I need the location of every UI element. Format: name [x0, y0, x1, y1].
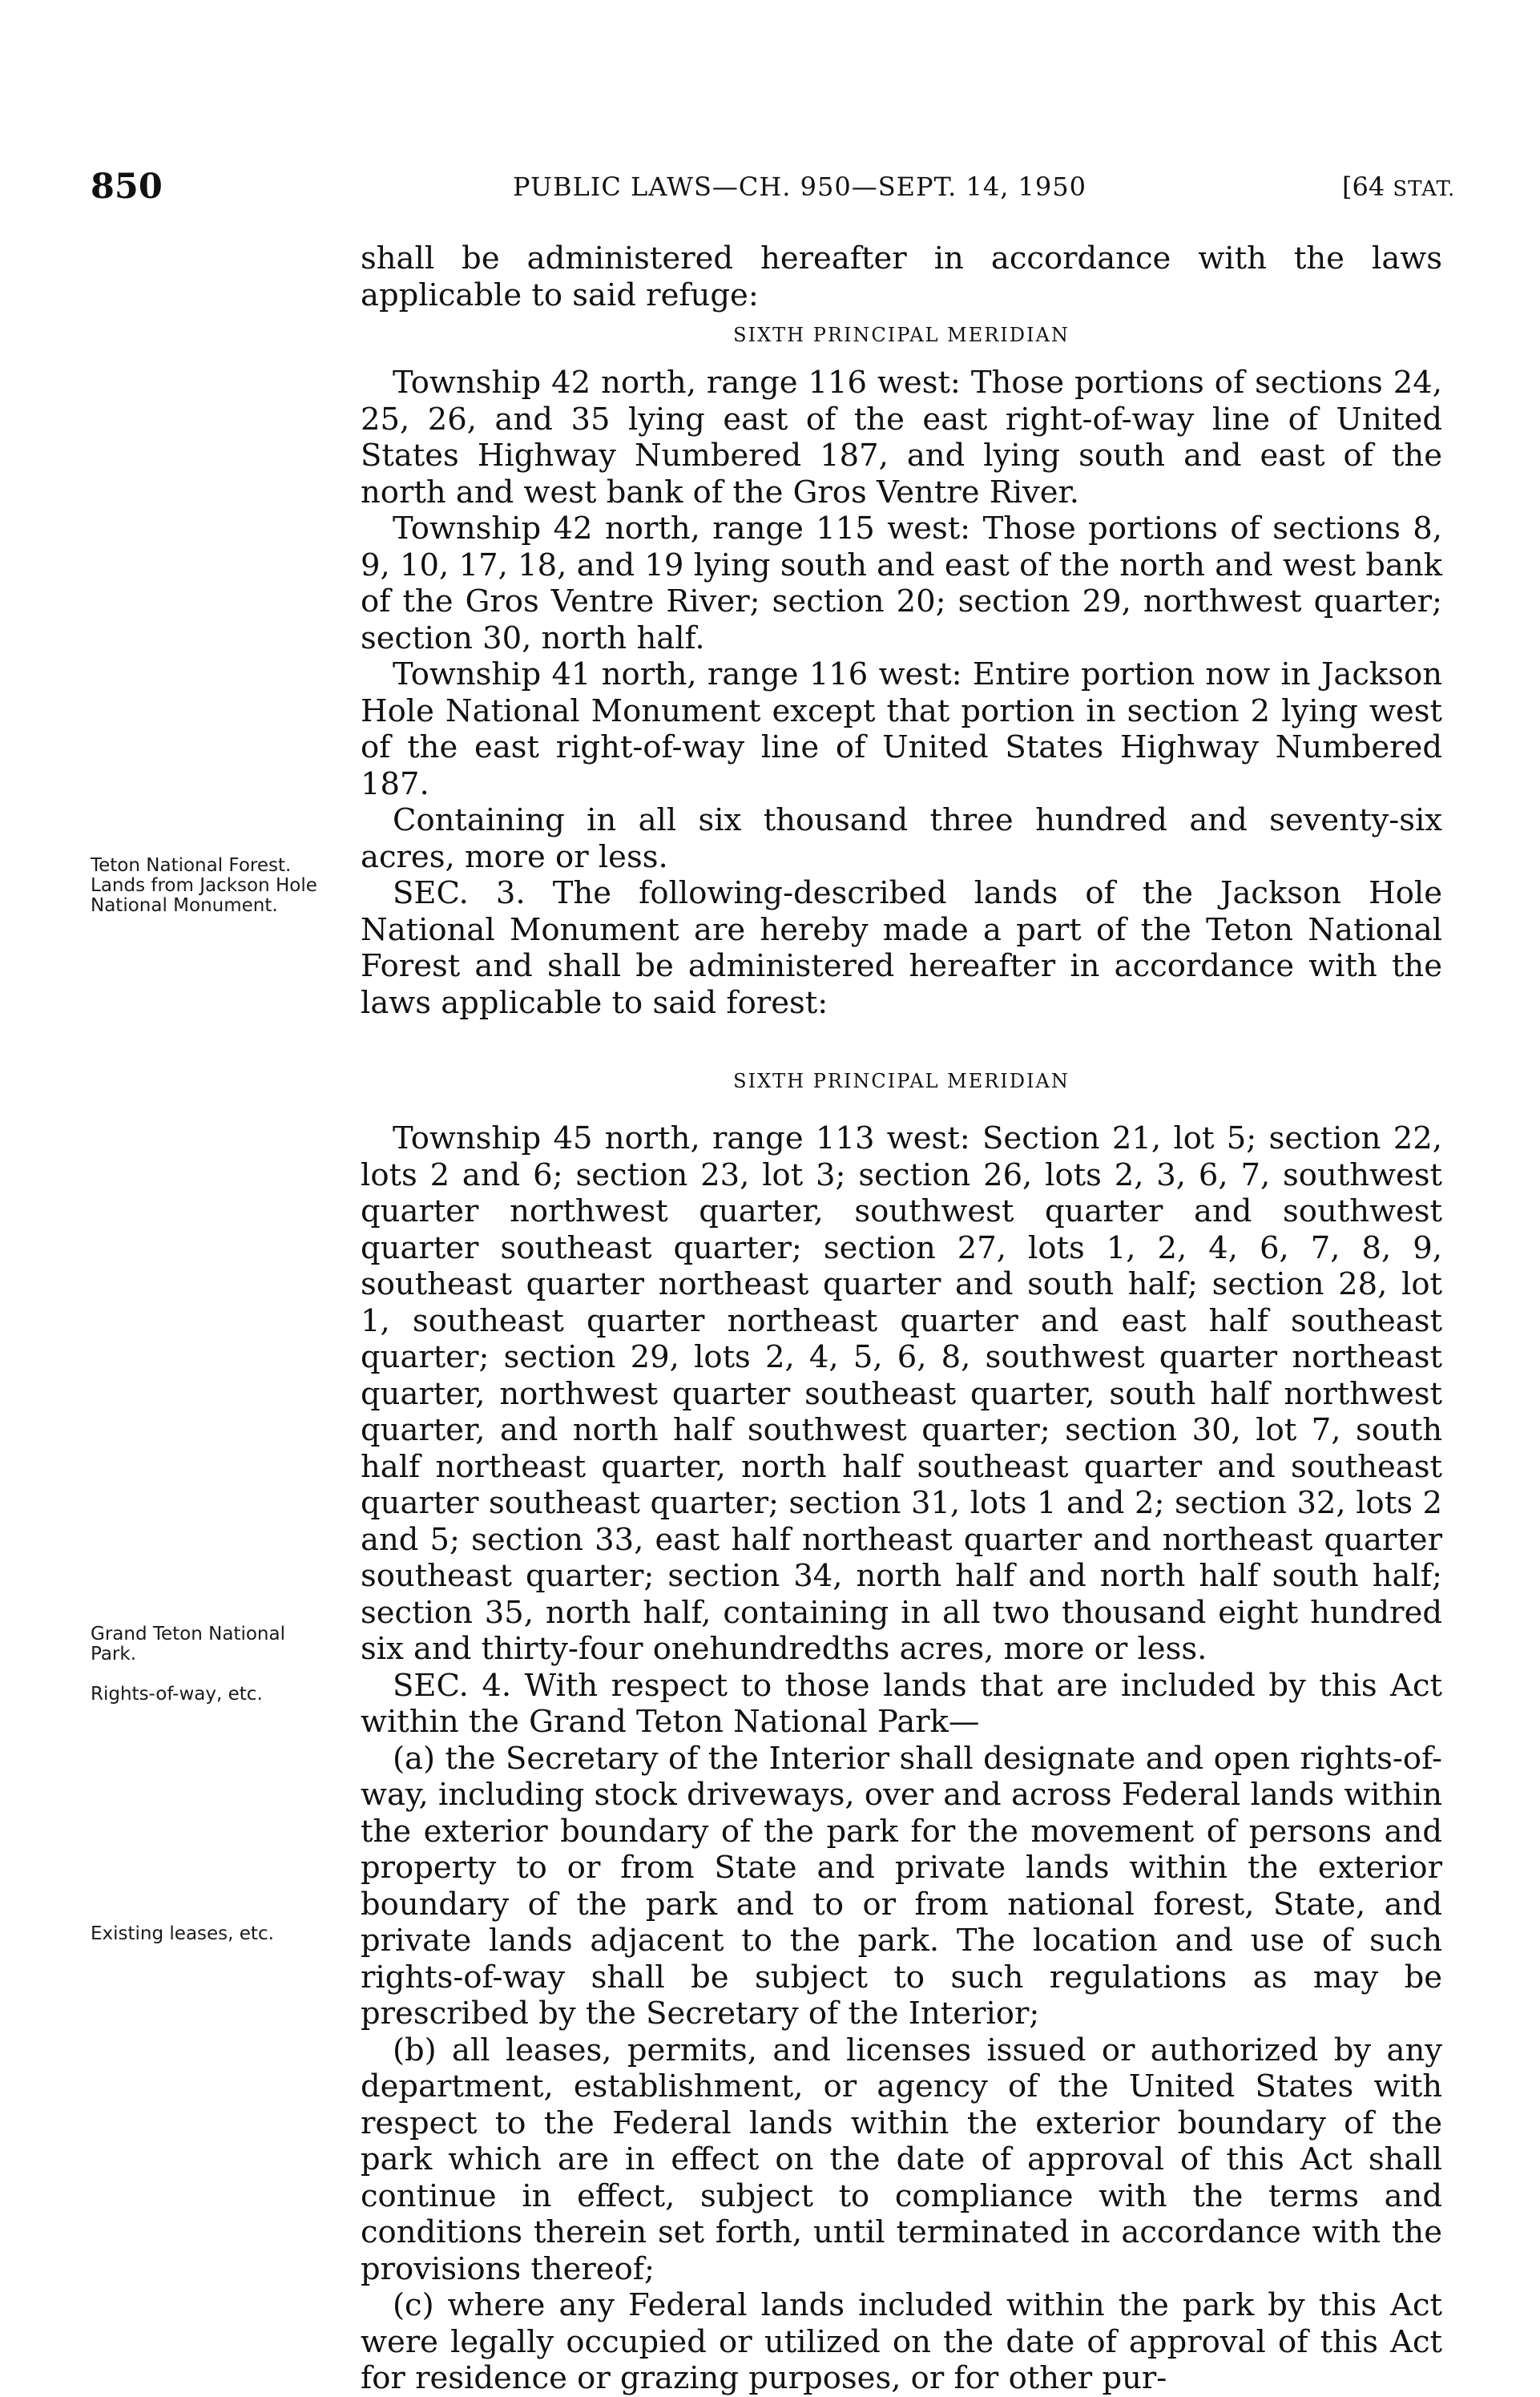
paragraph-refuge: shall be administered hereafter in accordance with the laws applicable to said refuge:: [361, 240, 1442, 313]
margin-note-grand-teton: Grand Teton National Park.: [91, 1624, 285, 1665]
statute-reference-label: STAT.: [1393, 177, 1456, 201]
paragraph-sec-4: SEC. 4. With respect to those lands that are included by this Act within the Grand Teton National Park—: [361, 1667, 1442, 1740]
margin-note-teton-forest: Teton National Forest. Lands from Jackson Hole National Monument.: [91, 855, 317, 916]
paragraph-township-41-116: Township 41 north, range 116 west: Entire portion now in Jackson Hole National Monument except that portion in section 2 lying west of the east right-of-way line of United States Highway Numbered 187.: [361, 656, 1442, 802]
margin-note-existing-leases: Existing leases, etc.: [91, 1923, 274, 1944]
running-title: PUBLIC LAWS—CH. 950—SEPT. 14, 1950: [513, 172, 1086, 202]
paragraph-township-42-116: Township 42 north, range 116 west: Those portions of sections 24, 25, 26, and 35 lying east of the east right-of-way line of United States Highway Numbered 187, and lying south and east of the north and west bank of the Gros Ventre River.: [361, 365, 1442, 510]
paragraph-sec-3: SEC. 3. The following-described lands of the Jackson Hole National Monument are hereby made a part of the Teton National Forest and shall be administered hereafter in accordance with the laws applicable to said forest:: [361, 875, 1442, 1021]
page-number: 850: [91, 167, 163, 207]
main-text: [361, 240, 1442, 2397]
paragraph-containing: Containing in all six thousand three hundred and seventy-six acres, more or less.: [361, 802, 1442, 875]
statute-reference-prefix: [64: [1342, 172, 1393, 202]
paragraph-sec-4-a: (a) the Secretary of the Interior shall designate and open rights-of-way, including stock driveways, over and across Federal lands within the exterior boundary of the park for the movement of persons and property to or from State and private lands within the exterior boundary of the park and to or from national forest, State, and private lands adjacent to the park. The location and use of such rights-of-way shall be subject to such regulations as may be prescribed by the Secretary of the Interior;: [361, 1740, 1442, 2032]
paragraph-township-42-115: Township 42 north, range 115 west: Those portions of sections 8, 9, 10, 17, 18, and 19 lying south and east of the north and west bank of the Gros Ventre River; section 20; section 29, northwest quarter; section 30, north half.: [361, 510, 1442, 656]
page-header: [0, 167, 1540, 207]
paragraph-sec-4-b: (b) all leases, permits, and licenses issued or authorized by any department, establishment, or agency of the United States with respect to the Federal lands within the exterior boundary of the park which are in effect on the date of approval of this Act shall continue in effect, subject to compliance with the terms and conditions therein set forth, until terminated in accordance with the provisions thereof;: [361, 2032, 1442, 2287]
paragraph-township-45-113: Township 45 north, range 113 west: Section 21, lot 5; section 22, lots 2 and 6; section 23, lot 3; section 26, lots 2, 3, 6, 7, southwest quarter northwest quarter, southwest quarter and southwest quarter southeast quarter; section 27, lots 1, 2, 4, 6, 7, 8, 9, southeast quarter northeast quarter and south half; section 28, lot 1, southeast quarter northeast quarter and east half southeast quarter; section 29, lots 2, 4, 5, 6, 8, southwest quarter northeast quarter, northwest quarter southeast quarter, south half northwest quarter, and north half southwest quarter; section 30, lot 7, south half northeast quarter, north half southeast quarter and southeast quarter southeast quarter; section 31, lots 1 and 2; section 32, lots 2 and 5; section 33, east half northeast quarter and northeast quarter southeast quarter; section 34, north half and north half south half; section 35, north half, containing in all two thousand eight hundred six and thirty-four onehundredths acres, more or less.: [361, 1120, 1442, 1667]
meridian-heading: SIXTH PRINCIPAL MERIDIAN: [733, 324, 1070, 346]
statute-reference: [1342, 172, 1455, 202]
meridian-heading: SIXTH PRINCIPAL MERIDIAN: [733, 1070, 1070, 1092]
margin-note-rights-of-way: Rights-of-way, etc.: [91, 1684, 263, 1705]
paragraph-sec-4-c: (c) where any Federal lands included within the park by this Act were legally occupied or utilized on the date of approval of this Act for residence or grazing purposes, or for other pur-: [361, 2287, 1442, 2396]
